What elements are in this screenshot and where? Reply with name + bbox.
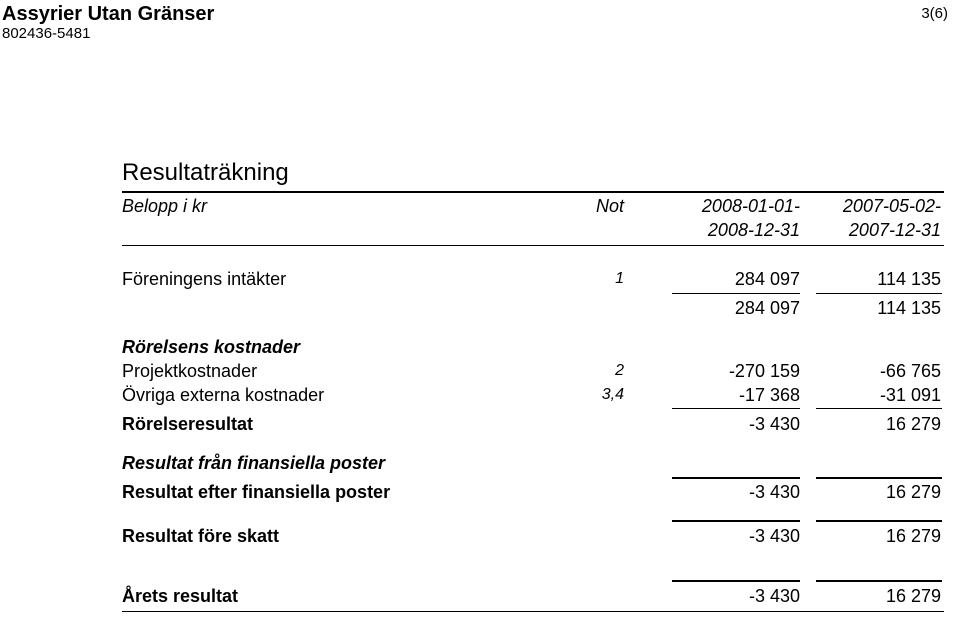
row-prior-year-result: 16 279 [885,586,941,606]
pretax-sum-line-current [672,520,800,522]
row-current-result-before-tax: -3 430 [748,526,800,546]
section-heading-operating-costs: Rörelsens kostnader [122,337,301,357]
column-header-current-start: 2008-01-01- [701,196,800,216]
year-result-sum-line-current [672,580,800,582]
row-note-income: 1 [615,270,624,287]
row-label-other-external-costs: Övriga externa kostnader [122,385,325,405]
row-label-project-costs: Projektkostnader [122,361,258,381]
row-label-income: Föreningens intäkter [122,269,287,289]
row-prior-result-before-tax: 16 279 [885,526,941,546]
row-label-result-after-financial: Resultat efter finansiella poster [122,482,391,502]
row-note-project-costs: 2 [615,362,624,379]
row-current-year-result: -3 430 [748,586,800,606]
row-current-income: 284 097 [734,269,800,289]
income-sum-line-prior [816,293,942,294]
header-divider [122,245,944,246]
row-prior-other-external-costs: -31 091 [879,385,941,405]
financial-sum-line-prior [816,477,942,479]
report-title: Resultaträkning [122,159,289,186]
year-result-sum-line-prior [816,580,942,582]
row-label-result-before-tax: Resultat före skatt [122,526,280,546]
footer-divider [122,611,944,612]
column-header-note: Not [595,196,624,216]
section-heading-financial-items: Resultat från finansiella poster [122,453,386,473]
row-label-year-result: Årets resultat [122,586,239,606]
costs-sum-line-prior [816,408,942,409]
pretax-sum-line-prior [816,520,942,522]
costs-sum-line-current [672,408,800,409]
row-prior-operating-result: 16 279 [885,414,941,434]
column-header-prior-end: 2007-12-31 [848,220,941,240]
row-prior-result-after-financial: 16 279 [885,482,941,502]
row-current-result-after-financial: -3 430 [748,482,800,502]
page-number: 3(6) [921,5,948,22]
income-total-current: 284 097 [734,298,800,318]
column-header-current-end: 2008-12-31 [707,220,800,240]
column-header-unit: Belopp i kr [122,196,208,216]
row-current-other-external-costs: -17 368 [738,385,800,405]
financial-sum-line-current [672,477,800,479]
row-prior-income: 114 135 [877,269,941,289]
income-total-prior: 114 135 [877,298,941,318]
income-sum-line-current [672,293,800,294]
row-label-operating-result: Rörelseresultat [122,414,254,434]
row-prior-project-costs: -66 765 [879,361,941,381]
organization-name: Assyrier Utan Gränser [2,3,215,25]
row-current-operating-result: -3 430 [748,414,800,434]
row-current-project-costs: -270 159 [728,361,800,381]
column-header-prior-start: 2007-05-02- [842,196,941,216]
title-divider [122,191,944,193]
row-note-other-external-costs: 3,4 [601,386,624,403]
organization-number: 802436-5481 [2,25,91,42]
